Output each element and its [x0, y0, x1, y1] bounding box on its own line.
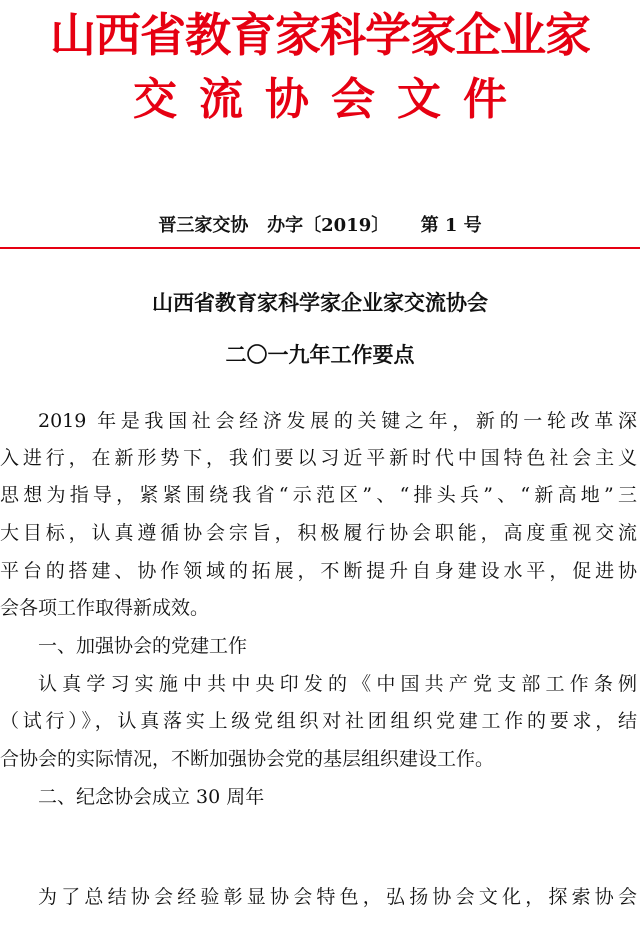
document-header-line2: 交流协会文件 — [133, 74, 529, 125]
intro-paragraph-line: 入进行，在新形势下，我们要以习近平新时代中国特色社会主义 — [0, 447, 637, 469]
document-header-line1: 山西省教育家科学家企业家 — [50, 8, 590, 62]
document-title-line2: 二〇一九年工作要点 — [225, 342, 415, 367]
intro-paragraph-line: 平台的搭建、协作领域的拓展，不断提升自身建设水平，促进协 — [0, 560, 637, 582]
section-heading: 二、纪念协会成立 30 周年 — [38, 786, 265, 808]
document-number: 晋三家交协 办字〔2019〕 第 1 号 — [158, 215, 482, 236]
intro-paragraph-line: 思想为指导，紧紧围绕我省“示范区”、“排头兵”、“新高地”三 — [0, 484, 637, 506]
intro-paragraph-line: 2019 年是我国社会经济发展的关键之年，新的一轮改革深 — [38, 410, 637, 432]
document-title-line1: 山西省教育家科学家企业家交流协会 — [152, 290, 488, 315]
section-paragraph-line: 认真学习实施中共中央印发的《中国共产党支部工作条例 — [38, 673, 637, 695]
section-paragraph-line: （试行）》，认真落实上级党组织对社团组织党建工作的要求，结 — [0, 710, 637, 732]
intro-paragraph-line: 会各项工作取得新成效。 — [0, 597, 210, 619]
red-divider-line — [0, 247, 640, 249]
section-paragraph-line: 合协会的实际情况，不断加强协会党的基层组织建设工作。 — [0, 748, 495, 770]
intro-paragraph-line: 大目标，认真遵循协会宗旨，积极履行协会职能，高度重视交流 — [0, 522, 637, 544]
section-paragraph-line: 为了总结协会经验彰显协会特色，弘扬协会文化，探索协会 — [38, 886, 637, 908]
section-heading: 一、加强协会的党建工作 — [38, 635, 248, 657]
